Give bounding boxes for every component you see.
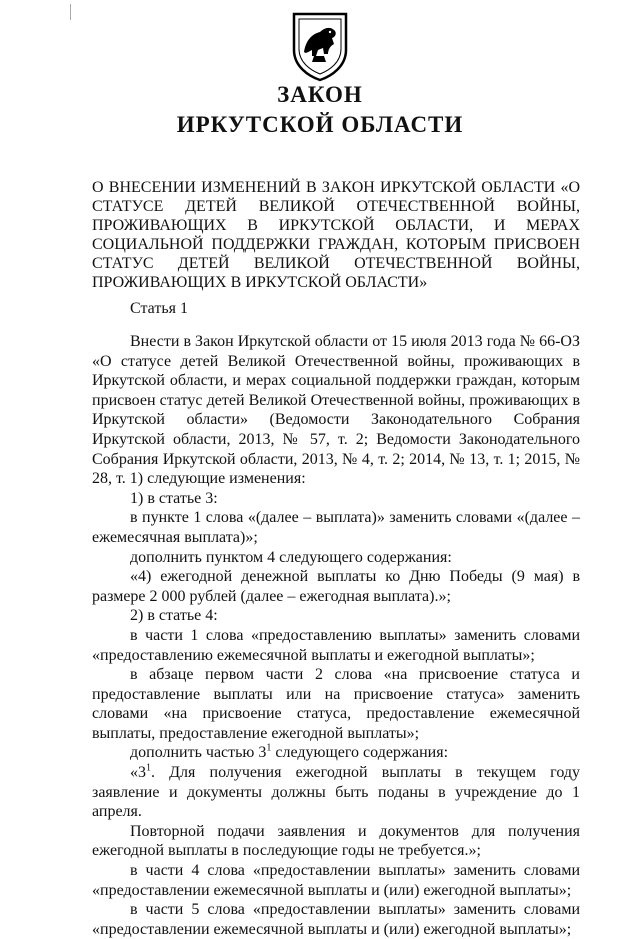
paragraph: Повторной подачи заявления и документов для получения ежегодной выплаты в последующие годы не требуется.»; [92, 822, 580, 860]
article-body [92, 332, 580, 939]
paragraph: дополнить пунктом 4 следующего содержания: [130, 548, 452, 566]
document-title-line2: ИРКУТСКОЙ ОБЛАСТИ [176, 112, 464, 137]
coat-of-arms-icon [290, 10, 350, 82]
paragraph-text: дополнить частью 3 [130, 744, 267, 762]
paragraph-text: следующего содержания: [275, 744, 449, 762]
paragraph-text: «3 [130, 764, 146, 782]
scan-artifact [70, 4, 71, 20]
paragraph: 1) в статье 3: [130, 489, 218, 507]
paragraph [92, 763, 580, 822]
law-subject: О ВНЕСЕНИИ ИЗМЕНЕНИЙ В ЗАКОН ИРКУТСКОЙ ОБЛАСТИ «О СТАТУСЕ ДЕТЕЙ ВЕЛИКОЙ ОТЕЧЕСТВЕННОЙ ВОЙНЫ, ПРОЖИВАЮЩИХ В ИРКУТСКОЙ ОБЛАСТИ, И МЕРАХ СОЦИАЛЬНОЙ ПОДДЕРЖКИ ГРАЖДАН, КОТОРЫМ ПРИСВОЕН СТАТУС ДЕТЕЙ ВЕЛИКОЙ ОТЕЧЕСТВЕННОЙ ВОЙНЫ, ПРОЖИВАЮЩИХ В ИРКУТСКОЙ ОБЛАСТИ» [92, 179, 580, 291]
paragraph: в абзаце первом части 2 слова «на присвоение статуса и предоставление выплаты или на присвоение статуса» заменить словами «на присвоение статуса, предоставление ежемесячной выплаты, предоставление ежегодной выплаты»; [92, 666, 580, 742]
article-heading: Статья 1 [130, 300, 188, 317]
paragraph: в части 5 слова «предоставлении выплаты» заменить словами «предоставлении ежемесячной выплаты и (или) ежегодной выплаты»; [92, 901, 580, 938]
paragraph: Внести в Закон Иркутской области от 15 июля 2013 года № 66-ОЗ «О статусе детей Великой Отечественной войны, проживающих в Иркутской области, и мерах социальной поддержки граждан, которым присвоен статус детей Великой Отечественной войны, проживающих в Иркутской области» (Ведомости Законодательного Собрания Иркутской области, 2013, № 57, т. 2; Ведомости Законодательного Собрания Иркутской области, 2013, № 4, т. 2; 2014, № 13, т. 1; 2015, № 28, т. 1) следующие изменения: [92, 333, 580, 488]
paragraph [92, 743, 580, 763]
superscript: 1 [266, 743, 272, 755]
paragraph-text: . Для получения ежегодной выплаты в текущем году заявление и документы должны быть поданы в учреждение до 1 апреля. [92, 764, 580, 821]
paragraph: в пункте 1 слова «(далее – выплата)» заменить словами «(далее – ежемесячная выплата)»; [92, 509, 580, 546]
paragraph: «4) ежегодной денежной выплаты ко Дню Победы (9 мая) в размере 2 000 рублей (далее – ежегодная выплата).»; [92, 568, 580, 605]
paragraph: в части 4 слова «предоставлении выплаты» заменить словами «предоставлении ежемесячной выплаты и (или) ежегодной выплаты»; [92, 862, 580, 899]
document-title-line1: ЗАКОН [277, 82, 363, 107]
paragraph: 2) в статье 4: [130, 607, 218, 625]
paragraph: в части 1 слова «предоставлению выплаты» заменить словами «предоставлению ежемесячной выплаты и ежегодной выплаты»; [92, 626, 580, 664]
superscript: 1 [146, 762, 151, 774]
